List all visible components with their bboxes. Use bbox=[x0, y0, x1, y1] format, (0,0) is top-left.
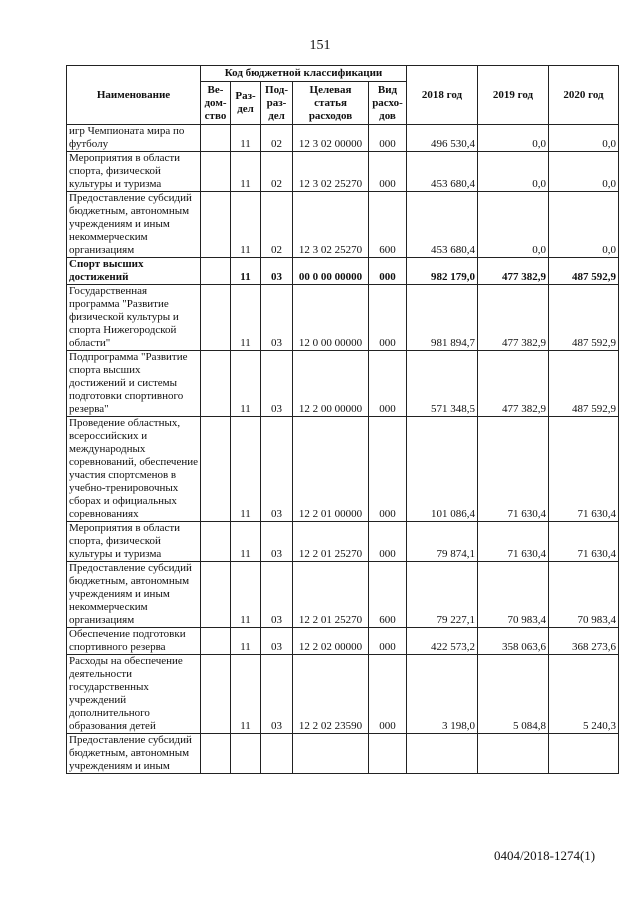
cell-vid: 600 bbox=[369, 562, 407, 628]
cell-podrazdel: 03 bbox=[261, 258, 293, 285]
table-row bbox=[67, 562, 619, 628]
cell-vedomstvo bbox=[201, 285, 231, 351]
table-row bbox=[67, 655, 619, 734]
cell-vedomstvo bbox=[201, 258, 231, 285]
cell-2019: 5 084,8 bbox=[478, 655, 549, 734]
cell-2019: 70 983,4 bbox=[478, 562, 549, 628]
cell-vedomstvo bbox=[201, 192, 231, 258]
header-name: Наименование bbox=[67, 66, 201, 125]
cell-2018 bbox=[407, 734, 478, 774]
cell-2020: 70 983,4 bbox=[549, 562, 619, 628]
cell-vid bbox=[369, 734, 407, 774]
cell-2020: 487 592,9 bbox=[549, 285, 619, 351]
header-2020: 2020 год bbox=[549, 66, 619, 125]
table-header bbox=[67, 66, 619, 125]
cell-razdel: 11 bbox=[231, 562, 261, 628]
cell-vedomstvo bbox=[201, 734, 231, 774]
cell-2019: 0,0 bbox=[478, 192, 549, 258]
cell-name: Обеспечение подготовки спортивного резерва bbox=[67, 628, 201, 655]
cell-tselevaya: 12 3 02 25270 bbox=[293, 192, 369, 258]
cell-2019 bbox=[478, 734, 549, 774]
cell-tselevaya: 12 2 02 00000 bbox=[293, 628, 369, 655]
cell-2019: 71 630,4 bbox=[478, 522, 549, 562]
cell-vid: 000 bbox=[369, 152, 407, 192]
cell-vid: 000 bbox=[369, 258, 407, 285]
cell-2020: 5 240,3 bbox=[549, 655, 619, 734]
cell-2020 bbox=[549, 734, 619, 774]
cell-2019: 0,0 bbox=[478, 152, 549, 192]
header-kbk: Код бюджетной классификации bbox=[201, 66, 407, 82]
cell-name: Мероприятия в области спорта, физической культуры и туризма bbox=[67, 152, 201, 192]
header-razdel: Раз-дел bbox=[231, 82, 261, 125]
cell-razdel: 11 bbox=[231, 285, 261, 351]
document-code: 0404/2018-1274(1) bbox=[494, 848, 596, 863]
cell-razdel: 11 bbox=[231, 192, 261, 258]
cell-tselevaya: 12 3 02 00000 bbox=[293, 125, 369, 152]
cell-razdel: 11 bbox=[231, 152, 261, 192]
cell-2018: 982 179,0 bbox=[407, 258, 478, 285]
cell-vid: 000 bbox=[369, 125, 407, 152]
cell-podrazdel: 03 bbox=[261, 628, 293, 655]
cell-name: Расходы на обеспечение деятельности государственных учреждений дополнительного образования детей bbox=[67, 655, 201, 734]
cell-2019: 0,0 bbox=[478, 125, 549, 152]
cell-vedomstvo bbox=[201, 152, 231, 192]
cell-2020: 71 630,4 bbox=[549, 522, 619, 562]
cell-vedomstvo bbox=[201, 417, 231, 522]
cell-podrazdel: 03 bbox=[261, 522, 293, 562]
cell-razdel: 11 bbox=[231, 258, 261, 285]
table-row bbox=[67, 152, 619, 192]
cell-vid: 000 bbox=[369, 285, 407, 351]
table-row bbox=[67, 192, 619, 258]
cell-razdel: 11 bbox=[231, 522, 261, 562]
cell-name: Мероприятия в области спорта, физической культуры и туризма bbox=[67, 522, 201, 562]
cell-name: Предоставление субсидий бюджетным, автономным учреждениям и иным bbox=[67, 734, 201, 774]
cell-2018: 496 530,4 bbox=[407, 125, 478, 152]
cell-vid: 000 bbox=[369, 655, 407, 734]
cell-2018: 3 198,0 bbox=[407, 655, 478, 734]
cell-2019: 358 063,6 bbox=[478, 628, 549, 655]
cell-podrazdel: 02 bbox=[261, 152, 293, 192]
cell-tselevaya: 12 2 01 25270 bbox=[293, 522, 369, 562]
table-row bbox=[67, 522, 619, 562]
budget-table bbox=[66, 65, 619, 774]
cell-2018: 79 227,1 bbox=[407, 562, 478, 628]
cell-name: Предоставление субсидий бюджетным, автономным учреждениям и иным некоммерческим организациям bbox=[67, 192, 201, 258]
table-row bbox=[67, 285, 619, 351]
cell-tselevaya: 12 2 01 25270 bbox=[293, 562, 369, 628]
cell-vedomstvo bbox=[201, 351, 231, 417]
cell-2020: 0,0 bbox=[549, 125, 619, 152]
header-podrazdel: Под-раз-дел bbox=[261, 82, 293, 125]
cell-podrazdel: 03 bbox=[261, 285, 293, 351]
table-body bbox=[67, 125, 619, 774]
cell-tselevaya bbox=[293, 734, 369, 774]
cell-vid: 000 bbox=[369, 522, 407, 562]
cell-2019: 477 382,9 bbox=[478, 285, 549, 351]
cell-tselevaya: 12 2 02 23590 bbox=[293, 655, 369, 734]
cell-2020: 487 592,9 bbox=[549, 351, 619, 417]
cell-vedomstvo bbox=[201, 125, 231, 152]
cell-vid: 000 bbox=[369, 351, 407, 417]
cell-name: Подпрограмма "Развитие спорта высших достижений и системы подготовки спортивного резерва" bbox=[67, 351, 201, 417]
cell-2019: 71 630,4 bbox=[478, 417, 549, 522]
cell-name: Предоставление субсидий бюджетным, автономным учреждениям и иным некоммерческим организациям bbox=[67, 562, 201, 628]
cell-vid: 600 bbox=[369, 192, 407, 258]
cell-podrazdel: 02 bbox=[261, 125, 293, 152]
table-row bbox=[67, 351, 619, 417]
cell-2018: 422 573,2 bbox=[407, 628, 478, 655]
cell-podrazdel: 03 bbox=[261, 655, 293, 734]
cell-vedomstvo bbox=[201, 522, 231, 562]
cell-2020: 71 630,4 bbox=[549, 417, 619, 522]
cell-2020: 0,0 bbox=[549, 192, 619, 258]
cell-name: игр Чемпионата мира по футболу bbox=[67, 125, 201, 152]
cell-vedomstvo bbox=[201, 562, 231, 628]
table-row bbox=[67, 125, 619, 152]
cell-2019: 477 382,9 bbox=[478, 258, 549, 285]
cell-podrazdel bbox=[261, 734, 293, 774]
header-tselevaya: Целевая статья расходов bbox=[293, 82, 369, 125]
cell-razdel: 11 bbox=[231, 351, 261, 417]
header-2018: 2018 год bbox=[407, 66, 478, 125]
cell-2018: 571 348,5 bbox=[407, 351, 478, 417]
cell-razdel: 11 bbox=[231, 655, 261, 734]
cell-2020: 368 273,6 bbox=[549, 628, 619, 655]
cell-razdel bbox=[231, 734, 261, 774]
cell-vid: 000 bbox=[369, 628, 407, 655]
cell-2018: 101 086,4 bbox=[407, 417, 478, 522]
page-number: 151 bbox=[309, 38, 331, 53]
table-row bbox=[67, 734, 619, 774]
cell-tselevaya: 12 3 02 25270 bbox=[293, 152, 369, 192]
cell-2018: 453 680,4 bbox=[407, 152, 478, 192]
cell-vedomstvo bbox=[201, 655, 231, 734]
cell-2018: 79 874,1 bbox=[407, 522, 478, 562]
cell-name: Проведение областных, всероссийских и международных соревнований, обеспечение участия спортсменов в учебно-тренировочных сборах и официальных соревнованиях bbox=[67, 417, 201, 522]
cell-razdel: 11 bbox=[231, 125, 261, 152]
header-vedomstvo: Ве-дом-ство bbox=[201, 82, 231, 125]
cell-2019: 477 382,9 bbox=[478, 351, 549, 417]
cell-razdel: 11 bbox=[231, 628, 261, 655]
cell-podrazdel: 02 bbox=[261, 192, 293, 258]
cell-name: Спорт высших достижений bbox=[67, 258, 201, 285]
cell-podrazdel: 03 bbox=[261, 351, 293, 417]
table-row bbox=[67, 628, 619, 655]
cell-2020: 0,0 bbox=[549, 152, 619, 192]
cell-2018: 453 680,4 bbox=[407, 192, 478, 258]
cell-tselevaya: 12 2 00 00000 bbox=[293, 351, 369, 417]
table-row bbox=[67, 258, 619, 285]
cell-tselevaya: 12 0 00 00000 bbox=[293, 285, 369, 351]
cell-vedomstvo bbox=[201, 628, 231, 655]
table-row bbox=[67, 417, 619, 522]
cell-tselevaya: 12 2 01 00000 bbox=[293, 417, 369, 522]
cell-vid: 000 bbox=[369, 417, 407, 522]
cell-tselevaya: 00 0 00 00000 bbox=[293, 258, 369, 285]
header-vid: Вид расхо-дов bbox=[369, 82, 407, 125]
cell-2020: 487 592,9 bbox=[549, 258, 619, 285]
cell-podrazdel: 03 bbox=[261, 417, 293, 522]
header-2019: 2019 год bbox=[478, 66, 549, 125]
cell-podrazdel: 03 bbox=[261, 562, 293, 628]
cell-name: Государственная программа "Развитие физической культуры и спорта Нижегородской области" bbox=[67, 285, 201, 351]
cell-2018: 981 894,7 bbox=[407, 285, 478, 351]
cell-razdel: 11 bbox=[231, 417, 261, 522]
